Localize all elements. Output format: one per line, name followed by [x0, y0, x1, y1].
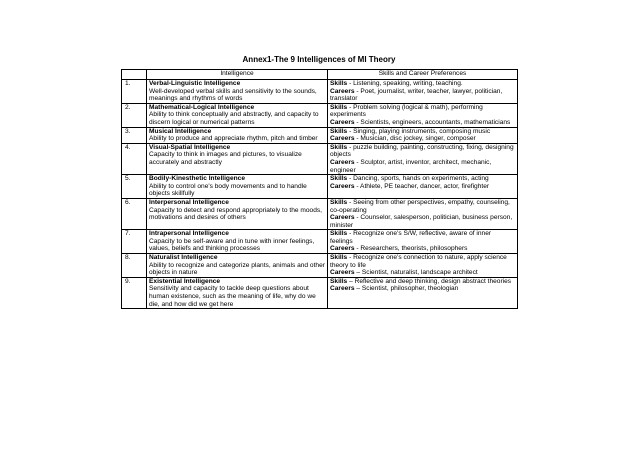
- intelligence-name: Verbal-Linguistic Intelligence: [149, 80, 241, 87]
- skills-label: Skills: [330, 198, 348, 206]
- skills-text: - Problem solving (logical & math), performing experiments: [330, 103, 483, 119]
- skills-careers-cell: [328, 143, 518, 174]
- intelligence-name: Bodily-Kinesthetic Intelligence: [149, 175, 245, 183]
- row-number: 9.: [122, 277, 147, 308]
- careers-text: - Poet, journalist, writer, teacher, lawyer, politician, translator: [330, 87, 503, 103]
- careers-text: – Scientist, philosopher, theologian: [354, 285, 459, 293]
- intelligence-cell: [147, 127, 328, 143]
- table-row: [122, 103, 518, 127]
- row-number: 7.: [122, 230, 147, 254]
- skills-careers-cell: [328, 254, 518, 278]
- row-number: 4.: [122, 143, 147, 174]
- careers-text: - Musician, disc jockey, singer, composer: [354, 135, 476, 143]
- intelligence-cell: [147, 230, 328, 254]
- header-number: [122, 70, 147, 80]
- skills-careers-cell: [328, 103, 518, 127]
- intelligence-name: Naturalist Intelligence: [149, 254, 218, 262]
- row-number: 6.: [122, 198, 147, 229]
- careers-label: Careers: [330, 135, 355, 143]
- table-row: [122, 198, 518, 229]
- row-number: 3.: [122, 127, 147, 143]
- skills-text: - Recognize one's S/W, reflective, aware of inner feelings: [330, 230, 492, 245]
- careers-text: – Scientist, naturalist, landscape architect: [354, 269, 478, 277]
- skills-label: Skills: [330, 143, 348, 151]
- skills-text: - Seeing from other perspectives, empathy, counseling, co-operating: [330, 198, 510, 214]
- skills-careers-cell: [328, 277, 518, 308]
- row-number: 8.: [122, 254, 147, 278]
- skills-text: - Listening, speaking, writing, teaching.: [347, 80, 463, 87]
- intelligence-name: Existential Intelligence: [149, 277, 221, 285]
- skills-text: – Reflective and deep thinking, design abstract theories: [347, 277, 512, 285]
- intelligence-cell: [147, 198, 328, 229]
- intelligence-cell: [147, 80, 328, 104]
- intelligence-description: Capacity to think in images and pictures, to visualize accurately and abstractly: [149, 151, 302, 166]
- table-row: [122, 277, 518, 308]
- careers-label: Careers: [330, 285, 355, 293]
- intelligence-description: Ability to recognize and categorize plants, animals and other objects in nature: [149, 261, 325, 277]
- intelligence-name: Mathematical-Logical Intelligence: [149, 103, 255, 111]
- skills-label: Skills: [330, 254, 348, 262]
- header-skills-careers: Skills and Career Preferences: [328, 70, 518, 80]
- careers-label: Careers: [330, 158, 355, 166]
- intelligence-name: Interpersonal Intelligence: [149, 198, 229, 206]
- row-number: 2.: [122, 103, 147, 127]
- table-row: [122, 143, 518, 174]
- skills-label: Skills: [330, 230, 348, 238]
- careers-label: Careers: [330, 214, 355, 222]
- careers-label: Careers: [330, 245, 355, 253]
- skills-label: Skills: [330, 127, 348, 135]
- careers-label: Careers: [330, 87, 355, 95]
- intelligence-name: Musical Intelligence: [149, 127, 212, 135]
- row-number: 1.: [122, 80, 147, 104]
- skills-careers-cell: [328, 230, 518, 254]
- intelligence-description: Well-developed verbal skills and sensitivity to the sounds, meanings and rhythms of words: [149, 87, 317, 103]
- table-row: [122, 254, 518, 278]
- careers-text: - Scientists, engineers, accountants, mathematicians: [354, 118, 511, 126]
- table-row: [122, 230, 518, 254]
- careers-label: Careers: [330, 182, 355, 190]
- skills-careers-cell: [328, 175, 518, 199]
- skills-text: - Recognize one's connection to nature, apply science theory to life: [330, 254, 507, 269]
- intelligence-cell: [147, 277, 328, 308]
- skills-careers-cell: [328, 198, 518, 229]
- careers-label: Careers: [330, 269, 355, 277]
- intelligence-description: Sensitivity and capacity to tackle deep questions about human existence, such as the meaning of life, why do we die, and how did we get here: [149, 285, 316, 308]
- skills-text: - Dancing, sports, hands on experiments, acting: [347, 175, 489, 183]
- intelligence-cell: [147, 254, 328, 278]
- skills-label: Skills: [330, 80, 348, 87]
- row-number: 5.: [122, 175, 147, 199]
- careers-text: - Sculptor, artist, inventor, architect, mechanic, engineer: [330, 158, 492, 174]
- table-row: [122, 80, 518, 104]
- skills-careers-cell: [328, 127, 518, 143]
- intelligence-name: Visual-Spatial Intelligence: [149, 143, 231, 151]
- intelligence-description: Ability to think conceptually and abstractly, and capacity to discern logical or numerical patterns: [149, 111, 319, 126]
- skills-text: - puzzle building, painting, constructing, fixing, designing objects: [330, 143, 514, 159]
- table-row: [122, 175, 518, 199]
- intelligence-cell: [147, 143, 328, 174]
- intelligence-cell: [147, 175, 328, 199]
- document-title: Annex1-The 9 Intelligences of MI Theory: [242, 55, 396, 64]
- intelligence-description: Ability to produce and appreciate rhythm, pitch and timber: [149, 135, 318, 143]
- header-intelligence: Intelligence: [147, 70, 328, 80]
- skills-label: Skills: [330, 277, 348, 285]
- skills-label: Skills: [330, 175, 348, 183]
- careers-label: Careers: [330, 118, 355, 126]
- intelligence-description: Capacity to detect and respond appropriately to the moods, motivations and desires of others: [149, 206, 323, 222]
- skills-text: - Singing, playing instruments, composing music: [347, 127, 491, 135]
- intelligence-description: Ability to control one's body movements and to handle objects skillfully: [149, 182, 307, 198]
- intelligence-description: Capacity to be self-aware and in tune with inner feelings, values, beliefs and thinking processes: [149, 237, 315, 253]
- intelligence-cell: [147, 103, 328, 127]
- table-header-row: [122, 70, 518, 80]
- intelligence-name: Intrapersonal Intelligence: [149, 230, 229, 238]
- intelligences-table: [121, 69, 518, 309]
- careers-text: - Athlete, PE teacher, dancer, actor, firefighter: [354, 182, 490, 190]
- skills-label: Skills: [330, 103, 348, 111]
- careers-text: - Researchers, theorists, philosophers: [354, 245, 468, 253]
- skills-careers-cell: [328, 80, 518, 104]
- table-row: [122, 127, 518, 143]
- careers-text: - Counselor, salesperson, politician, business person, minister: [330, 214, 513, 229]
